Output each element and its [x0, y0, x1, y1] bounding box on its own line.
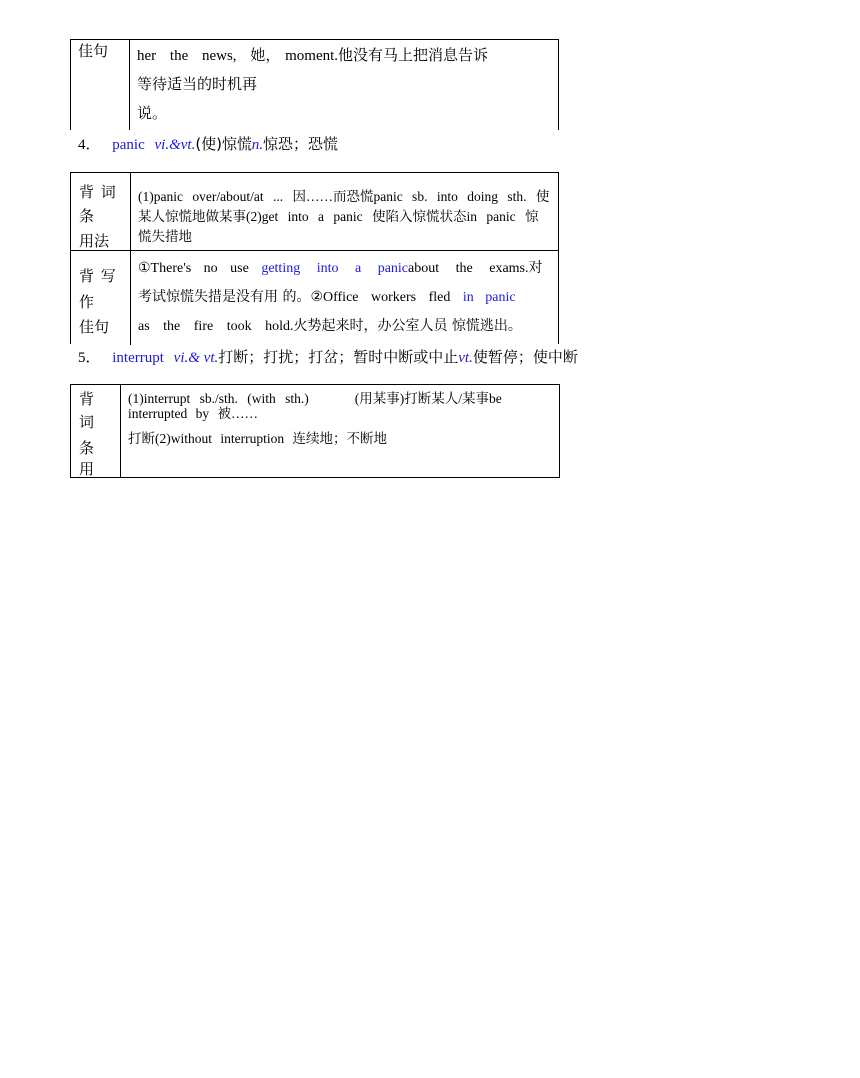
label-cell	[71, 40, 130, 130]
english-text: about the exams.	[408, 261, 529, 276]
definition: 使暂停；使中断	[472, 348, 578, 366]
part-of-speech: vi.& vt.	[173, 350, 219, 366]
usage-row	[71, 173, 558, 251]
chinese-text: 对	[528, 260, 543, 276]
english-text: moment.	[285, 48, 339, 64]
sentence-line	[138, 315, 553, 344]
english-text: ②Office workers fled	[310, 290, 463, 305]
label-text: 词	[79, 413, 95, 431]
part-of-speech: n.	[251, 137, 264, 153]
example-sentence-table	[70, 39, 559, 130]
label-cell	[71, 385, 121, 477]
definition: 打断；打扰；打岔；暂时中断或中止	[218, 348, 459, 366]
label-text: 背 写	[79, 267, 117, 285]
chinese-text: 考试惊慌失措是没有用 的。	[138, 289, 311, 305]
part-of-speech: vi.&vt.	[154, 137, 196, 153]
english-text: her the news,	[137, 48, 251, 64]
sentence-line	[138, 286, 553, 315]
label-cell	[71, 251, 131, 345]
item-number: 5．	[78, 350, 101, 366]
label-text: 佳句	[78, 42, 109, 60]
chinese-text: 火势起来时，办公室人员 惊慌逃出。	[293, 318, 522, 334]
usage-text	[128, 391, 556, 446]
definition: (使)惊慌	[195, 135, 253, 153]
usage-text: (1)panic over/about/at ... 因……而恐慌panic sb. into doing sth. 使某人惊慌地做某事(2)get into a panic 使陷入惊慌状态in panic 惊慌失措地	[138, 189, 550, 244]
label-text: 作	[79, 293, 95, 311]
writing-row	[71, 251, 558, 345]
english-text: as the fire took hold.	[138, 319, 294, 334]
punctuation: ，	[265, 46, 286, 64]
label-text: 条	[79, 207, 95, 225]
sentence-line: 说。	[137, 104, 168, 122]
usage-line: 打断(2)without interruption 连续地；不断地	[128, 431, 387, 446]
highlighted-phrase: in panic	[462, 290, 516, 305]
sentence-line: 等待适当的时机再	[137, 75, 258, 93]
vocab-word: panic	[112, 137, 145, 153]
english-text: (1)interrupt sb./sth. (with sth.)	[128, 391, 309, 406]
example-sentences	[138, 257, 553, 344]
label-cell	[71, 173, 131, 250]
label-text: 背 词	[79, 183, 117, 201]
label-text: 条	[79, 439, 95, 457]
chinese-text: 她	[250, 46, 266, 64]
item-number: 4．	[78, 137, 101, 153]
usage-line: interrupted by 被……	[128, 406, 258, 421]
vocab-word: interrupt	[112, 350, 164, 366]
sentence-line	[137, 44, 547, 73]
usage-line	[128, 391, 556, 406]
part-of-speech: vt.	[458, 350, 473, 366]
chinese-text: 他没有马上把消息告诉	[338, 46, 489, 64]
vocab-heading-interrupt	[78, 346, 578, 367]
highlighted-phrase: getting into a panic	[261, 261, 409, 276]
panic-usage-table	[70, 172, 559, 344]
label-text: 用法	[79, 232, 110, 250]
label-text: 佳句	[79, 318, 110, 336]
interrupt-usage-table	[70, 384, 560, 478]
definition: 惊恐；恐慌	[263, 135, 339, 153]
mixed-text: (用某事)打断某人/某事be	[354, 391, 502, 406]
english-text: ①There's no use	[138, 261, 262, 276]
content-cell	[137, 44, 547, 131]
sentence-line	[138, 257, 553, 286]
label-text: 用	[79, 460, 95, 478]
label-text: 背	[79, 390, 95, 408]
vocab-heading-panic	[78, 133, 338, 154]
